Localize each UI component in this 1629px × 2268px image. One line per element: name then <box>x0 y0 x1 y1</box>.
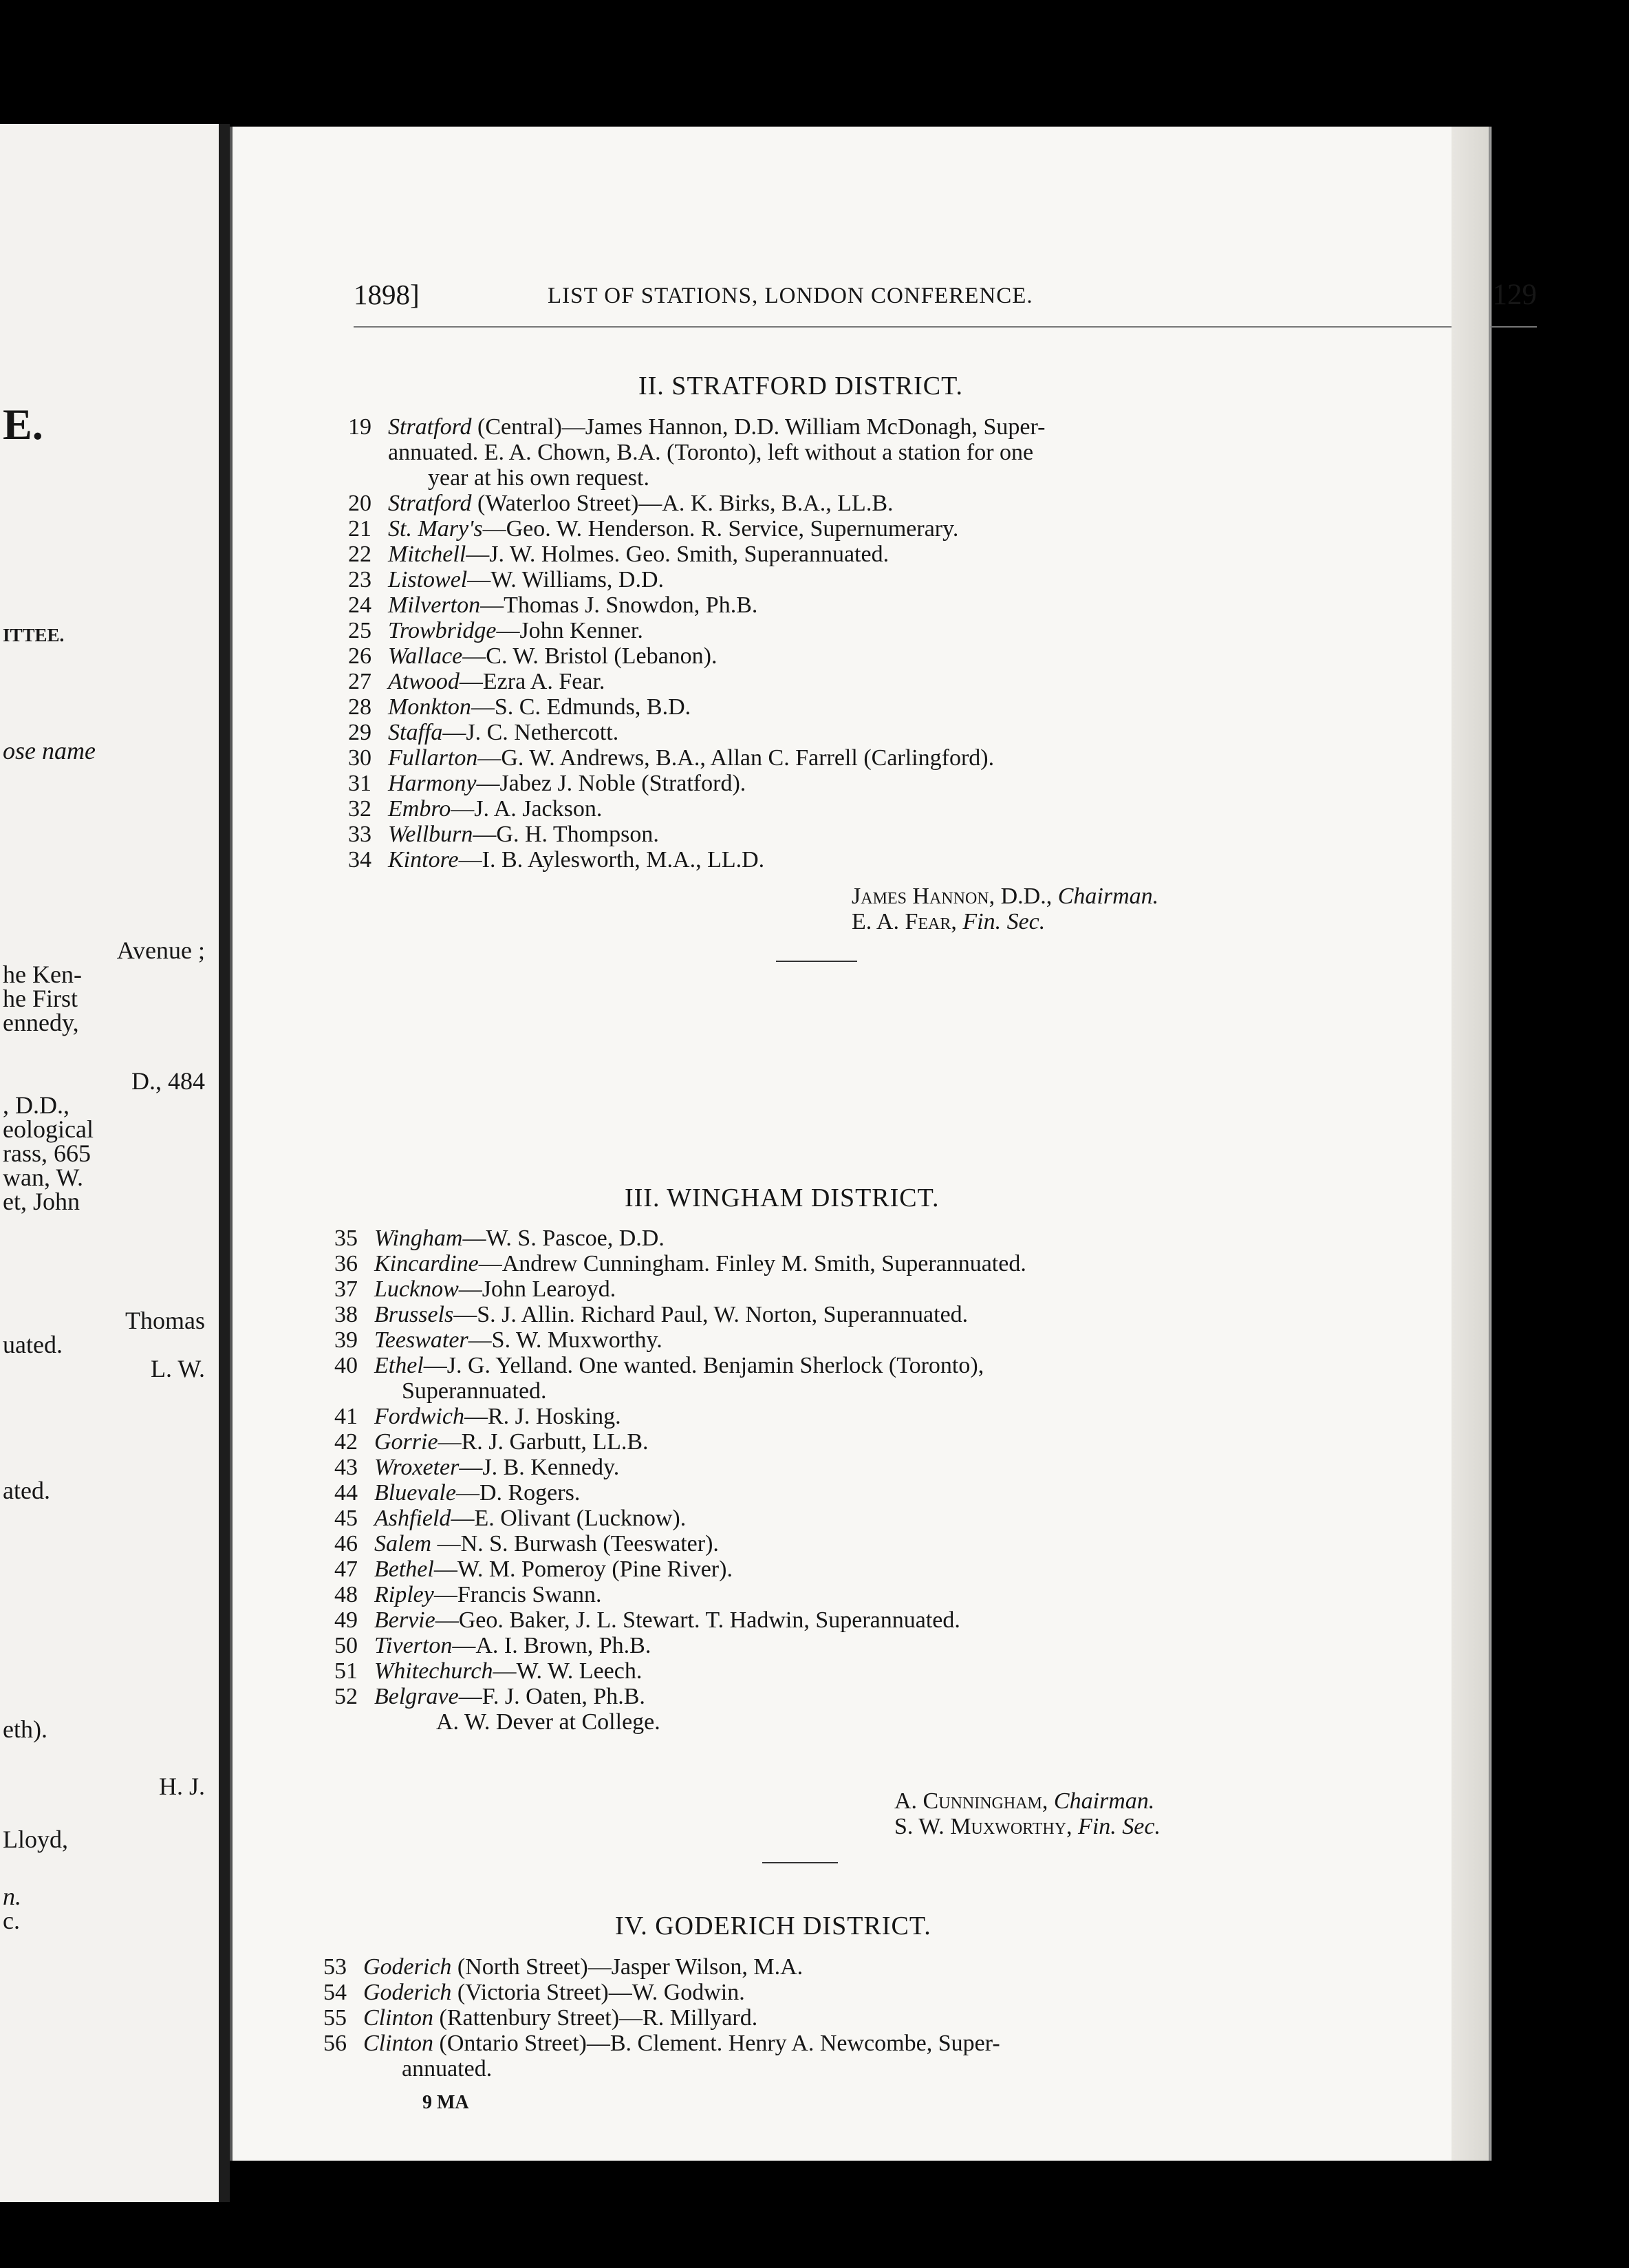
left-fragment: E. <box>3 400 43 449</box>
station-line <box>348 491 894 517</box>
station-line <box>334 1633 651 1659</box>
station-text: —Francis Swann. <box>433 1582 602 1607</box>
station-text: —W. W. Leech. <box>493 1658 643 1684</box>
station-number: 50 <box>334 1633 358 1658</box>
station-number: 36 <box>334 1251 358 1276</box>
station-number: 47 <box>334 1556 358 1582</box>
station-text: —G. H. Thompson. <box>473 822 659 847</box>
secretary-role: Fin. Sec. <box>1078 1814 1161 1839</box>
header-year: 1898] <box>354 279 420 310</box>
station-number: 39 <box>334 1327 358 1353</box>
station-number: 31 <box>348 771 371 796</box>
station-line <box>348 796 602 822</box>
running-header <box>354 278 1537 317</box>
station-number: 51 <box>334 1658 358 1684</box>
station-text: —W. S. Pascoe, D.D. <box>462 1226 665 1251</box>
left-fragment: c. <box>3 1907 20 1934</box>
station-number: 27 <box>348 669 371 694</box>
left-fragment: Lloyd, <box>3 1826 68 1853</box>
station-name: Teeswater <box>374 1327 468 1353</box>
station-line <box>334 1684 645 1710</box>
left-fragment: uated. <box>3 1331 63 1358</box>
station-line <box>334 1455 619 1481</box>
station-number: 24 <box>348 592 371 618</box>
chairman-name: A. Cunningham <box>894 1788 1042 1814</box>
station-name: Ethel <box>374 1353 424 1378</box>
station-text: —A. I. Brown, Ph.B. <box>452 1633 651 1658</box>
station-text: —S. C. Edmunds, B.D. <box>471 694 691 720</box>
station-name: Fordwich <box>374 1404 464 1429</box>
left-fragment: he First <box>3 985 78 1012</box>
station-line <box>334 1506 686 1532</box>
left-fragment: D., 484 <box>131 1067 205 1095</box>
header-rule <box>354 326 1537 328</box>
station-number: 26 <box>348 643 371 669</box>
station-name: Clinton <box>363 2031 434 2056</box>
station-text: —F. J. Oaten, Ph.B. <box>458 1684 645 1709</box>
station-name: Bethel <box>374 1556 434 1582</box>
book-spine <box>219 124 230 2202</box>
station-line <box>334 1531 719 1557</box>
chairman-role: Chairman. <box>1053 1788 1155 1814</box>
secretary-role: Fin. Sec. <box>962 909 1046 934</box>
station-text: (Ontario Street)—B. Clement. Henry A. Newcombe, Super- <box>433 2031 1000 2056</box>
station-text: year at his own request. <box>428 465 649 491</box>
station-name: Wingham <box>374 1226 463 1251</box>
station-line <box>428 465 649 491</box>
left-fragment: L. W. <box>150 1355 205 1382</box>
station-number: 23 <box>348 567 371 592</box>
station-line <box>334 1276 616 1303</box>
station-number: 25 <box>348 618 371 643</box>
station-text: —R. J. Garbutt, LL.B. <box>438 1429 649 1455</box>
station-name: Trowbridge <box>388 618 497 643</box>
station-text: —S. W. Muxworthy. <box>468 1327 662 1353</box>
station-number: 49 <box>334 1607 358 1633</box>
station-line <box>348 516 958 542</box>
station-line <box>436 1709 660 1735</box>
station-text: (North Street)—Jasper Wilson, M.A. <box>451 1954 803 1980</box>
header-title: LIST OF STATIONS, LONDON CONFERENCE. <box>548 284 1033 308</box>
station-text: —J. A. Jackson. <box>451 796 603 822</box>
station-line <box>402 2056 492 2082</box>
station-number: 19 <box>348 414 371 440</box>
station-text: —E. Olivant (Lucknow). <box>451 1506 687 1531</box>
station-name: Stratford <box>388 491 472 516</box>
district-secretary <box>894 1814 1161 1840</box>
station-text: —Thomas J. Snowdon, Ph.B. <box>480 592 758 618</box>
station-text: (Central)—James Hannon, D.D. William McDonagh, Super- <box>471 414 1046 440</box>
station-line <box>334 1658 642 1684</box>
station-name: Harmony <box>388 771 477 796</box>
station-name: Monkton <box>388 694 471 720</box>
station-line <box>334 1582 602 1608</box>
station-text: —N. S. Burwash (Teeswater). <box>431 1531 719 1556</box>
station-number: 52 <box>334 1684 358 1709</box>
station-number: 43 <box>334 1455 358 1480</box>
station-line <box>334 1607 960 1634</box>
station-text: —Geo. W. Henderson. R. Service, Supernumerary. <box>482 516 959 542</box>
station-line <box>348 542 889 568</box>
station-line <box>334 1251 1026 1277</box>
signature-mark: 9 MA <box>422 2092 469 2113</box>
station-name: Stratford <box>388 414 472 440</box>
left-fragment: et, John <box>3 1188 80 1215</box>
station-text: —J. W. Holmes. Geo. Smith, Superannuated. <box>466 542 889 567</box>
station-name: Bervie <box>374 1607 435 1633</box>
station-text: —I. B. Aylesworth, M.A., LL.D. <box>458 847 765 873</box>
district-chairman <box>852 884 1158 910</box>
district-title: II. STRATFORD DISTRICT. <box>638 372 963 400</box>
station-name: Wallace <box>388 643 463 669</box>
station-name: Staffa <box>388 720 443 745</box>
station-text: A. W. Dever at College. <box>436 1709 660 1735</box>
station-number: 53 <box>323 1954 347 1980</box>
left-fragment: ose name <box>3 737 96 764</box>
chairman-suffix: , D.D., <box>989 884 1058 909</box>
station-line <box>348 745 994 771</box>
station-number: 45 <box>334 1506 358 1531</box>
station-name: Clinton <box>363 2005 434 2031</box>
station-text: —C. W. Bristol (Lebanon). <box>462 643 718 669</box>
station-number: 41 <box>334 1404 358 1429</box>
station-text: —Ezra A. Fear. <box>459 669 605 694</box>
station-line <box>348 618 643 644</box>
station-line <box>348 669 605 695</box>
left-fragment: eological <box>3 1115 94 1143</box>
station-number: 30 <box>348 745 371 771</box>
station-number: 44 <box>334 1480 358 1506</box>
station-number: 32 <box>348 796 371 822</box>
secretary-name: E. A. Fear <box>852 909 951 934</box>
station-number: 33 <box>348 822 371 847</box>
left-fragment: wan, W. <box>3 1164 83 1191</box>
secretary-name: S. W. Muxworthy <box>894 1814 1067 1839</box>
chairman-role: Chairman. <box>1057 884 1159 909</box>
left-fragment: he Ken- <box>3 961 82 988</box>
station-text: —G. W. Andrews, B.A., Allan C. Farrell (Carlingford). <box>477 745 995 771</box>
station-text: —John Kenner. <box>496 618 643 643</box>
station-name: Brussels <box>374 1302 454 1327</box>
station-line <box>402 1378 547 1404</box>
station-line <box>348 847 764 873</box>
station-number: 38 <box>334 1302 358 1327</box>
station-number: 29 <box>348 720 371 745</box>
station-name: Mitchell <box>388 542 466 567</box>
station-text: (Rattenbury Street)—R. Millyard. <box>433 2005 758 2031</box>
secretary-suffix: , <box>1066 1814 1079 1839</box>
station-line <box>334 1480 580 1506</box>
station-line <box>323 1980 745 2006</box>
station-line <box>334 1556 733 1583</box>
station-name: Milverton <box>388 592 481 618</box>
station-number: 20 <box>348 491 371 516</box>
station-number: 56 <box>323 2031 347 2056</box>
station-line <box>348 414 1045 440</box>
station-line <box>348 822 659 848</box>
station-line <box>334 1353 984 1379</box>
station-line <box>348 771 746 797</box>
left-fragment: n. <box>3 1883 21 1910</box>
station-line <box>334 1404 621 1430</box>
station-text: annuated. E. A. Chown, B.A. (Toronto), left without a station for one <box>388 440 1034 465</box>
left-fragment: , D.D., <box>3 1091 69 1119</box>
left-fragment: Thomas <box>125 1307 205 1334</box>
district-title: IV. GODERICH DISTRICT. <box>615 1912 931 1940</box>
district-chairman <box>894 1788 1154 1815</box>
station-line <box>348 720 618 746</box>
station-text: —J. C. Nethercott. <box>442 720 619 745</box>
station-name: Wroxeter <box>374 1455 460 1480</box>
station-text: (Waterloo Street)—A. K. Birks, B.A., LL.B. <box>471 491 894 516</box>
station-number: 37 <box>334 1276 358 1302</box>
station-line <box>334 1226 665 1252</box>
station-name: Tiverton <box>374 1633 453 1658</box>
station-name: Ripley <box>374 1582 434 1607</box>
chairman-name: James Hannon <box>852 884 989 909</box>
station-line <box>348 643 717 670</box>
left-fragment: eth). <box>3 1715 47 1743</box>
station-name: Kincardine <box>374 1251 479 1276</box>
station-number: 21 <box>348 516 371 542</box>
station-text: —W. Williams, D.D. <box>467 567 664 592</box>
station-line <box>348 567 664 593</box>
page-edge <box>1452 127 1491 2161</box>
station-name: Salem <box>374 1531 432 1556</box>
left-fragment: ennedy, <box>3 1009 79 1036</box>
station-line <box>388 440 1033 466</box>
left-fragment: H. J. <box>158 1773 205 1800</box>
district-secretary <box>852 909 1045 935</box>
station-name: Wellburn <box>388 822 473 847</box>
secretary-suffix: , <box>951 909 963 934</box>
station-name: Goderich <box>363 1954 452 1980</box>
left-fragment: Avenue ; <box>116 937 205 964</box>
station-number: 28 <box>348 694 371 720</box>
station-text: —J. G. Yelland. One wanted. Benjamin Sherlock (Toronto), <box>423 1353 984 1378</box>
station-text: (Victoria Street)—W. Godwin. <box>451 1980 745 2005</box>
section-divider <box>762 1862 838 1863</box>
station-name: Bluevale <box>374 1480 456 1506</box>
station-name: Lucknow <box>374 1276 459 1302</box>
station-line <box>334 1327 662 1354</box>
station-name: Whitechurch <box>374 1658 493 1684</box>
station-text: —W. M. Pomeroy (Pine River). <box>433 1556 733 1582</box>
district-title: III. WINGHAM DISTRICT. <box>625 1184 940 1212</box>
station-text: —D. Rogers. <box>455 1480 581 1506</box>
station-text: —Geo. Baker, J. L. Stewart. T. Hadwin, Superannuated. <box>435 1607 960 1633</box>
left-fragment: ITTEE. <box>3 625 65 645</box>
section-divider <box>776 961 857 962</box>
left-fragment: rass, 665 <box>3 1140 91 1167</box>
station-line <box>323 2031 1000 2057</box>
station-number: 40 <box>334 1353 358 1378</box>
station-number: 22 <box>348 542 371 567</box>
station-line <box>348 592 757 619</box>
station-text: —R. J. Hosking. <box>464 1404 621 1429</box>
station-text: —John Learoyd. <box>458 1276 616 1302</box>
station-name: St. Mary's <box>388 516 483 542</box>
station-text: —Andrew Cunningham. Finley M. Smith, Superannuated. <box>478 1251 1026 1276</box>
station-name: Gorrie <box>374 1429 438 1455</box>
station-text: —J. B. Kennedy. <box>459 1455 620 1480</box>
station-line <box>348 694 691 720</box>
station-text: annuated. <box>402 2056 493 2082</box>
station-line <box>334 1429 649 1455</box>
left-fragment: ated. <box>3 1477 50 1504</box>
right-page <box>230 127 1537 2161</box>
station-text: —S. J. Allin. Richard Paul, W. Norton, Superannuated. <box>453 1302 969 1327</box>
station-name: Listowel <box>388 567 468 592</box>
station-name: Belgrave <box>374 1684 459 1709</box>
station-name: Ashfield <box>374 1506 451 1531</box>
station-number: 48 <box>334 1582 358 1607</box>
station-name: Embro <box>388 796 451 822</box>
station-name: Goderich <box>363 1980 452 2005</box>
station-line <box>323 2005 757 2031</box>
station-name: Atwood <box>388 669 460 694</box>
station-number: 46 <box>334 1531 358 1556</box>
station-line <box>323 1954 803 1980</box>
station-number: 34 <box>348 847 371 873</box>
station-text: —Jabez J. Noble (Stratford). <box>476 771 746 796</box>
station-number: 42 <box>334 1429 358 1455</box>
station-name: Fullarton <box>388 745 478 771</box>
page-number: 129 <box>1492 279 1537 311</box>
station-text: Superannuated. <box>402 1378 547 1404</box>
station-number: 55 <box>323 2005 347 2031</box>
station-number: 54 <box>323 1980 347 2005</box>
station-number: 35 <box>334 1226 358 1251</box>
chairman-suffix: , <box>1042 1788 1054 1814</box>
station-line <box>334 1302 968 1328</box>
station-name: Kintore <box>388 847 459 873</box>
left-page <box>0 124 219 2202</box>
